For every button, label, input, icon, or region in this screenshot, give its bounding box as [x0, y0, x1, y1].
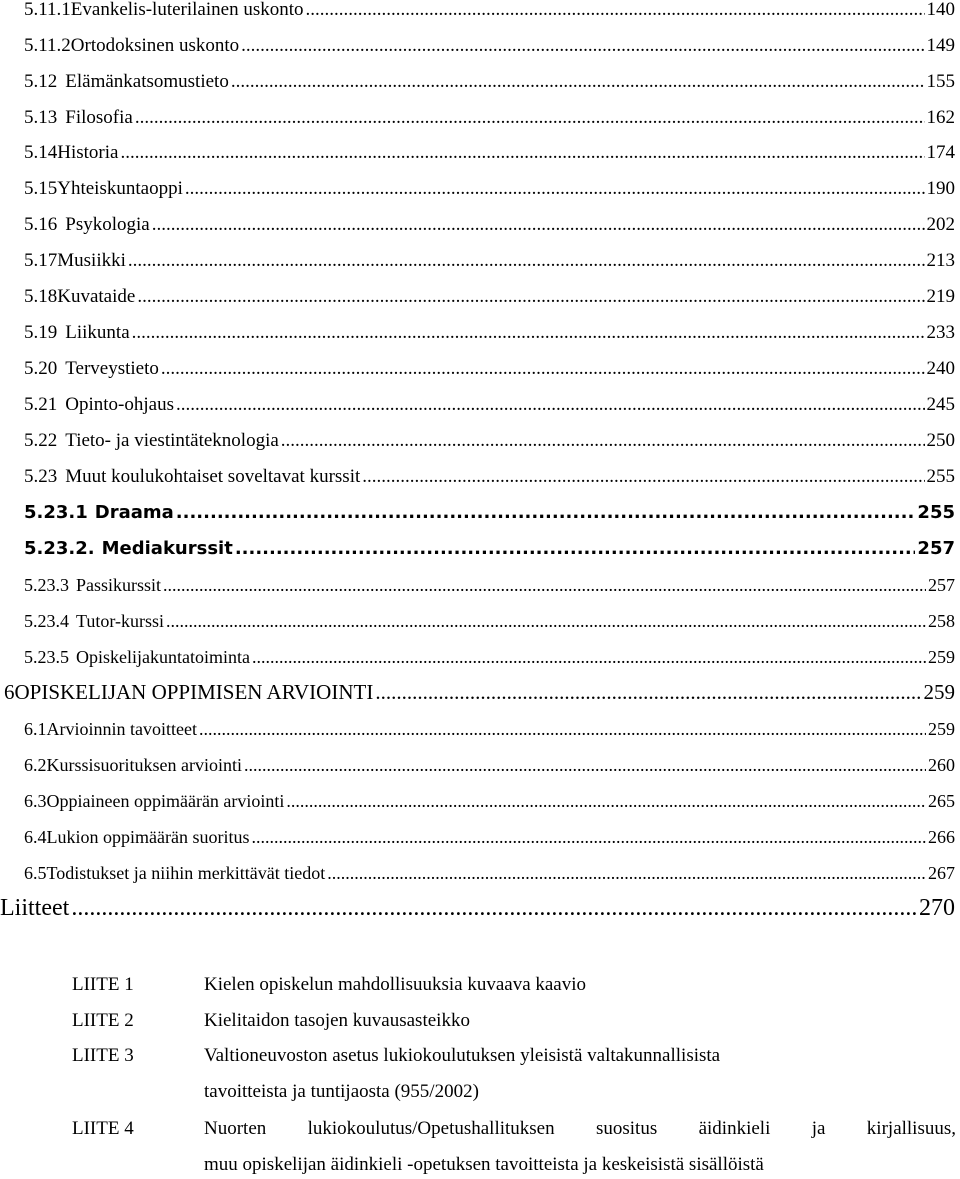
toc-page-number: 259 [928, 719, 955, 739]
toc-number: 5.23.1 [24, 502, 88, 523]
toc-entry[interactable] [24, 574, 955, 596]
toc-title: OPISKELIJAN OPPIMISEN ARVIOINTI [14, 680, 374, 704]
toc-entry[interactable] [24, 502, 955, 524]
toc-page-number: 257 [928, 575, 955, 595]
toc-title: Arvioinnin tavoitteet [46, 719, 198, 739]
toc-entry[interactable] [24, 754, 955, 776]
dot-leader [152, 213, 925, 236]
toc-page-number: 270 [919, 895, 955, 921]
toc-entry[interactable] [24, 538, 955, 560]
dot-leader [128, 249, 925, 272]
toc-entry[interactable] [0, 894, 955, 922]
toc-number: 5.11.2 [24, 35, 71, 56]
toc-page-number: 267 [928, 863, 955, 883]
toc-title: Opinto-ohjaus [65, 394, 174, 415]
toc-title: Lukion oppimäärän suoritus [46, 827, 250, 847]
toc-entry[interactable] [24, 177, 955, 200]
toc-entry[interactable] [24, 646, 955, 668]
dot-leader [132, 321, 925, 344]
dot-leader [120, 141, 924, 164]
toc-number: 5.13 [24, 107, 58, 128]
toc-page-number: 202 [926, 214, 955, 235]
toc-title: Mediakurssit [101, 538, 233, 559]
dot-leader [327, 862, 926, 884]
dot-leader [375, 680, 921, 705]
toc-title: Evankelis-luterilainen uskonto [70, 0, 304, 20]
toc-number: 5.20 [24, 358, 58, 379]
dot-leader [231, 70, 925, 93]
toc-number: 6.1 [24, 719, 47, 739]
dot-leader [176, 502, 916, 524]
toc-page-number: 219 [926, 286, 955, 307]
appendix-description: Kielitaidon tasojen kuvausasteikko [204, 1010, 470, 1031]
toc-entry[interactable] [24, 429, 955, 452]
toc-page-number: 149 [926, 35, 955, 56]
toc-title: Oppiaineen oppimäärän arviointi [46, 791, 285, 811]
toc-number: 5.19 [24, 322, 58, 343]
toc-title: Psykologia [65, 214, 150, 235]
toc-title: Tieto- ja viestintäteknologia [65, 430, 279, 451]
toc-number: 6.5 [24, 863, 47, 883]
toc-page-number: 140 [926, 0, 955, 20]
dot-leader [185, 177, 925, 200]
toc-title: Liitteet [0, 895, 70, 921]
toc-page-number: 240 [926, 358, 955, 379]
toc-title: Filosofia [65, 107, 133, 128]
dot-leader [244, 754, 926, 776]
toc-title: Opiskelijakuntatoiminta [76, 647, 250, 667]
dot-leader [252, 646, 926, 668]
toc-entry[interactable] [24, 0, 955, 21]
toc-page-number: 259 [928, 647, 955, 667]
appendix-description: Kielen opiskelun mahdollisuuksia kuvaava kaavio [204, 974, 587, 995]
toc-number: 5.22 [24, 430, 58, 451]
appendix-label: LIITE 2 [72, 1010, 134, 1031]
dot-leader [161, 357, 925, 380]
toc-title: Kurssisuorituksen arviointi [46, 755, 242, 775]
dot-leader [176, 393, 925, 416]
toc-entry[interactable] [24, 465, 955, 488]
toc-page-number: 260 [928, 755, 955, 775]
dot-leader [235, 538, 916, 560]
dot-leader [135, 106, 925, 129]
toc-number: 5.23 [24, 466, 58, 487]
appendix-description: tavoitteista ja tuntijaosta (955/2002) [204, 1081, 479, 1102]
appendix-label: LIITE 4 [72, 1118, 134, 1139]
toc-entry[interactable] [24, 34, 955, 57]
toc-number: 6 [4, 680, 15, 704]
toc-number: 5.12 [24, 71, 58, 92]
appendix-label: LIITE 3 [72, 1045, 134, 1066]
toc-entry[interactable] [24, 106, 955, 129]
dot-leader [199, 718, 926, 740]
dot-leader [286, 790, 926, 812]
dot-leader [71, 894, 917, 922]
appendix-description: Nuorten lukiokoulutus/Opetushallituksen suositus äidinkieli ja kirjallisuus, [204, 1118, 956, 1139]
toc-title: Todistukset ja niihin merkittävät tiedot [46, 863, 326, 883]
toc-number: 5.17 [24, 250, 58, 271]
toc-number: 5.16 [24, 214, 58, 235]
toc-title: Musiikki [57, 250, 126, 271]
toc-number: 6.2 [24, 755, 47, 775]
toc-title: Ortodoksinen uskonto [70, 35, 240, 56]
dot-leader [241, 34, 924, 57]
toc-entry[interactable] [24, 790, 955, 812]
toc-page-number: 265 [928, 791, 955, 811]
toc-entry[interactable] [24, 862, 955, 884]
toc-entry[interactable] [24, 213, 955, 236]
toc-entry[interactable] [24, 321, 955, 344]
toc-page-number: 257 [917, 538, 955, 559]
toc-title: Elämänkatsomustieto [65, 71, 229, 92]
toc-page-number: 250 [926, 430, 955, 451]
toc-title: Terveystieto [65, 358, 159, 379]
toc-entry[interactable] [24, 393, 955, 416]
toc-page-number: 174 [926, 142, 955, 163]
dot-leader [166, 610, 926, 632]
toc-page-number: 258 [928, 611, 955, 631]
toc-title: Passikurssit [76, 575, 162, 595]
toc-number: 6.4 [24, 827, 47, 847]
toc-page-number: 233 [926, 322, 955, 343]
toc-number: 5.15 [24, 178, 58, 199]
toc-page-number: 213 [926, 250, 955, 271]
toc-number: 5.21 [24, 394, 58, 415]
appendix-description: muu opiskelijan äidinkieli -opetuksen tavoitteista ja keskeisistä sisällöistä [204, 1154, 764, 1175]
toc-title: Muut koulukohtaiset soveltavat kurssit [65, 466, 361, 487]
toc-page-number: 255 [926, 466, 955, 487]
toc-number: 5.11.1 [24, 0, 71, 20]
dot-leader [137, 285, 924, 308]
toc-number: 5.23.2. [24, 538, 95, 559]
toc-title: Draama [94, 502, 174, 523]
toc-title: Liikunta [65, 322, 130, 343]
toc-title: Yhteiskuntaoppi [57, 178, 183, 199]
toc-entry[interactable] [24, 718, 955, 740]
toc-number: 5.23.4 [24, 611, 69, 631]
toc-entry[interactable] [4, 680, 955, 705]
toc-page-number: 245 [926, 394, 955, 415]
toc-entry[interactable] [24, 610, 955, 632]
toc-page-number: 255 [917, 502, 955, 523]
toc-number: 5.14 [24, 142, 58, 163]
toc-page-number: 162 [926, 107, 955, 128]
toc-title: Tutor-kurssi [76, 611, 164, 631]
toc-number: 5.23.5 [24, 647, 69, 667]
toc-entry[interactable] [24, 249, 955, 272]
dot-leader [251, 826, 926, 848]
toc-page-number: 190 [926, 178, 955, 199]
toc-page-number: 266 [928, 827, 955, 847]
dot-leader [163, 574, 926, 596]
toc-entry[interactable] [24, 826, 955, 848]
toc-entry[interactable] [24, 357, 955, 380]
dot-leader [281, 429, 925, 452]
toc-entry[interactable] [24, 141, 955, 164]
toc-page-number: 259 [923, 680, 955, 704]
dot-leader [306, 0, 925, 21]
toc-entry[interactable] [24, 70, 955, 93]
toc-number: 6.3 [24, 791, 47, 811]
dot-leader [362, 465, 924, 488]
appendix-description: Valtioneuvoston asetus lukiokoulutuksen yleisistä valtakunnallisista [204, 1045, 721, 1066]
appendix-label: LIITE 1 [72, 974, 134, 995]
toc-number: 5.18 [24, 286, 58, 307]
toc-title: Kuvataide [57, 286, 136, 307]
toc-number: 5.23.3 [24, 575, 69, 595]
toc-title: Historia [57, 142, 119, 163]
toc-entry[interactable] [24, 285, 955, 308]
toc-page-number: 155 [926, 71, 955, 92]
